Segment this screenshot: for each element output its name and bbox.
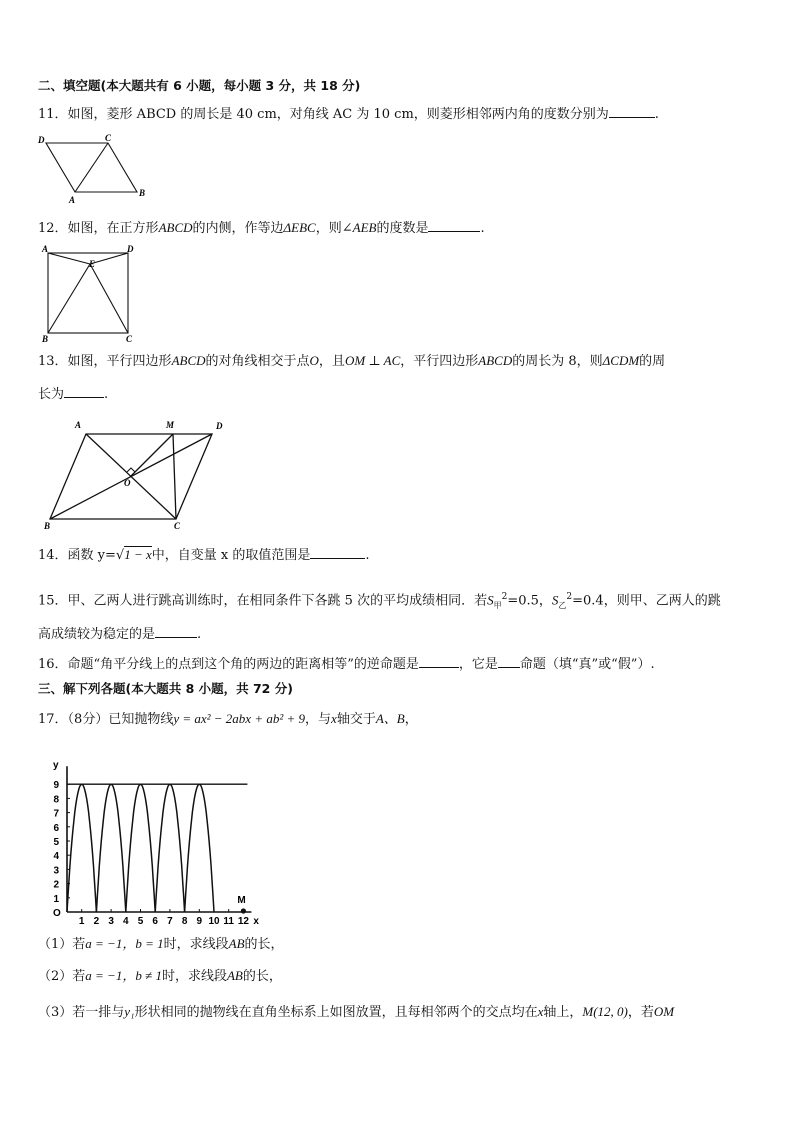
x-tick-label: 11 [223, 916, 234, 927]
q12-number: 12． [38, 221, 68, 236]
parabola-arch [185, 784, 214, 912]
p1-c: 的长， [244, 937, 284, 952]
segment-mc [173, 434, 176, 519]
q14-number: 14． [38, 548, 68, 563]
x-tick-label: 5 [137, 916, 144, 927]
q15-sup1: 2 [501, 592, 508, 602]
rhombus-label-d: D [38, 135, 45, 145]
q13-om-perp: OM ⊥ AC [344, 353, 401, 368]
q16-text-a: 命题“角平分线上的点到这个角的两边的距离相等”的逆命题是 [67, 657, 419, 672]
q16-number: 16． [38, 657, 68, 672]
y-tick-label: 2 [53, 879, 59, 891]
q11-answer-blank [609, 104, 655, 118]
q12-end: . [480, 221, 485, 236]
q15-answer-blank [155, 624, 197, 638]
question-13-line-1 [38, 352, 665, 371]
y-tick-label: 4 [53, 851, 59, 863]
p1-a: （1）若 [38, 937, 86, 952]
parabola-chart [40, 740, 275, 925]
para-label-c: C [174, 521, 181, 531]
x-tick-label: 2 [93, 916, 100, 927]
y-tick-label: 9 [53, 780, 59, 792]
q15-v1: =0.5， [507, 593, 552, 609]
q13-text-e: 的周长为 8，则 [512, 354, 603, 369]
q13-cdm: ΔCDM [602, 353, 640, 368]
question-14 [38, 545, 370, 565]
y-tick-label: 5 [53, 837, 59, 848]
para-label-m: M [166, 420, 175, 430]
question-11 [38, 104, 659, 124]
q12-text-b: 的内侧，作等边 [192, 221, 284, 236]
right-angle-mark [127, 468, 135, 472]
y-tick-label: 8 [53, 794, 59, 806]
q17-part-1 [38, 935, 284, 954]
q12-triangle: ΔEBC [283, 220, 316, 235]
q17-text-b: ，与 [305, 712, 332, 727]
q15-sup2: 2 [566, 592, 573, 602]
p1-ab: AB [228, 936, 245, 951]
q13-abcd: ABCD [171, 353, 206, 368]
q17-text-a: （8分）已知抛物线 [67, 712, 174, 727]
x-tick-label: 10 [208, 916, 220, 927]
y-axis-label: y [53, 760, 59, 772]
x-tick-label: 8 [181, 916, 188, 927]
y-tick-label: 3 [53, 865, 59, 877]
origin-label: O [53, 908, 61, 919]
diagonal-bd [50, 434, 212, 519]
para-label-d: D [216, 421, 223, 431]
section-3-title: 三、解下列各题(本大题共 8 小题，共 72 分) [38, 681, 293, 696]
q17-number: 17． [38, 712, 68, 727]
q15-line2: 高成绩较为稳定的是 [38, 627, 156, 642]
q13-text-d: ，平行四边形 [400, 354, 479, 369]
question-13-line-2 [38, 384, 108, 404]
y-tick-label: 6 [53, 822, 59, 834]
p1-b: 时，求线段 [163, 937, 229, 952]
q13-abcd-2: ABCD [478, 353, 513, 368]
rhombus-label-a: A [69, 195, 76, 205]
q13-text-a: 如图，平行四边形 [67, 354, 172, 369]
q15-s1: S [487, 592, 494, 608]
q16-answer-blank-1 [419, 654, 459, 668]
parallelogram-figure [38, 415, 238, 530]
q12-text-a: 如图，在正方形 [67, 221, 159, 236]
point-m [241, 908, 246, 913]
rhombus-diagonal-ac [75, 143, 108, 192]
square-label-c: C [126, 334, 133, 344]
q12-angle: ∠AEB [341, 220, 377, 235]
rhombus-figure [38, 134, 158, 204]
q14-text-b: 中，自变量 x 的取值范围是 [151, 548, 311, 563]
square-figure [38, 245, 143, 345]
parabola-arch [67, 784, 96, 912]
q13-number: 13． [38, 354, 68, 369]
square-label-e: E [89, 259, 96, 269]
parabola-arch [126, 784, 155, 912]
p2-c: 的长， [242, 969, 282, 984]
q11-end: . [654, 107, 659, 122]
x-tick-label: 1 [78, 916, 85, 927]
q15-sub1: 甲 [493, 600, 502, 610]
q12-answer-blank [428, 218, 480, 232]
p2-ab: AB [226, 968, 243, 983]
x-tick-label: 12 [237, 916, 249, 927]
p3-b: 形状相同的抛物线在直角坐标系上如图放置，且每相邻两个的交点均在 [134, 1005, 538, 1020]
parabola-arch [155, 784, 184, 912]
p3-x: x [537, 1004, 544, 1019]
p3-y1: y₁ [124, 1004, 135, 1019]
x-tick-label: 9 [196, 916, 203, 927]
question-15-line-1 [38, 588, 721, 615]
question-16 [38, 654, 655, 674]
p2-a: （2）若 [38, 969, 86, 984]
segment-ed [90, 253, 128, 264]
x-tick-label: 7 [167, 916, 173, 927]
q14-end: . [365, 548, 370, 563]
q11-number: 11． [38, 107, 68, 122]
q15-text-a: 甲、乙两人进行跳高训练时，在相同条件下各跳 5 次的平均成绩相同．若 [67, 593, 488, 609]
q16-answer-blank-2 [498, 654, 520, 668]
square-label-b: B [42, 334, 49, 344]
section-2-title: 二、填空题(本大题共有 6 小题，每小题 3 分，共 18 分) [38, 78, 361, 93]
point-m-label: M [237, 895, 246, 906]
q14-answer-blank [310, 545, 365, 559]
p3-c: 轴上， [543, 1005, 583, 1020]
rhombus-label-c: C [105, 133, 112, 143]
segment-ec [90, 264, 128, 333]
y-tick-label: 7 [53, 808, 59, 820]
p2-b: 时，求线段 [161, 969, 227, 984]
q15-number: 15． [38, 593, 68, 609]
p2-condition: a = −1，b ≠ 1 [85, 968, 162, 983]
q13-end: . [104, 387, 109, 402]
q15-sub2: 乙 [558, 600, 567, 610]
q15-end: . [197, 627, 202, 642]
square-label-d: D [127, 244, 134, 254]
p3-a: （3）若一排与 [38, 1005, 125, 1020]
q17-points: A、B [375, 711, 405, 726]
q12-text-c: ，则 [315, 221, 342, 236]
q12-abcd: ABCD [158, 220, 193, 235]
rhombus-label-b: B [139, 188, 146, 198]
y-tick-label: 1 [53, 893, 59, 905]
q17-part-2 [38, 967, 282, 986]
q17-part-3 [38, 1003, 674, 1022]
q14-text-a: 函数 y= [67, 548, 116, 563]
x-tick-label: 6 [152, 916, 158, 927]
q13-text-b: 的对角线相交于点 [205, 354, 310, 369]
q17-text-c: 轴交于 [336, 712, 376, 727]
q15-v2: =0.4，则甲、乙两人的跳 [572, 593, 721, 609]
para-label-b: B [44, 521, 51, 531]
x-tick-label: 4 [123, 916, 129, 927]
question-17 [38, 710, 418, 729]
q16-text-c: 命题（填“真”或“假”）. [519, 657, 655, 672]
x-axis-label: x [253, 916, 259, 927]
q13-answer-blank [64, 384, 104, 398]
segment-be [48, 264, 90, 333]
parabola-arch [96, 784, 125, 912]
para-label-a: A [75, 420, 82, 430]
chart-series [67, 784, 247, 913]
q13-o: O [309, 353, 319, 368]
q17-x: x [331, 711, 337, 726]
q12-text-d: 的度数是 [376, 221, 429, 236]
q13-line2: 长为 [38, 387, 65, 402]
q11-text: 如图，菱形 ABCD 的周长是 40 cm，对角线 AC 为 10 cm，则菱形相邻两内角的度数分别为 [67, 107, 609, 122]
x-tick-label: 3 [108, 916, 114, 927]
q16-text-b: ，它是 [458, 657, 498, 672]
q15-s2: S [551, 592, 559, 608]
p3-d: ，若 [627, 1005, 654, 1020]
q13-text-f: 的周 [639, 354, 666, 369]
q13-text-c: ，且 [318, 354, 345, 369]
square-outline [48, 253, 128, 333]
p1-condition: a = −1，b = 1 [85, 936, 164, 951]
q14-radicand: 1 − x [124, 547, 152, 562]
segment-ae [48, 253, 90, 264]
q17-comma: ， [404, 712, 418, 727]
square-label-a: A [42, 244, 49, 254]
para-label-o: O [124, 478, 131, 488]
q17-expression: y = ax² − 2abx + ab² + 9 [173, 711, 306, 726]
p3-m: M(12, 0) [582, 1004, 628, 1019]
question-12 [38, 218, 485, 238]
question-15-line-2 [38, 624, 201, 644]
sqrt-symbol: √ [115, 548, 125, 563]
p3-om: OM [653, 1004, 675, 1019]
segment-om [131, 434, 173, 476]
